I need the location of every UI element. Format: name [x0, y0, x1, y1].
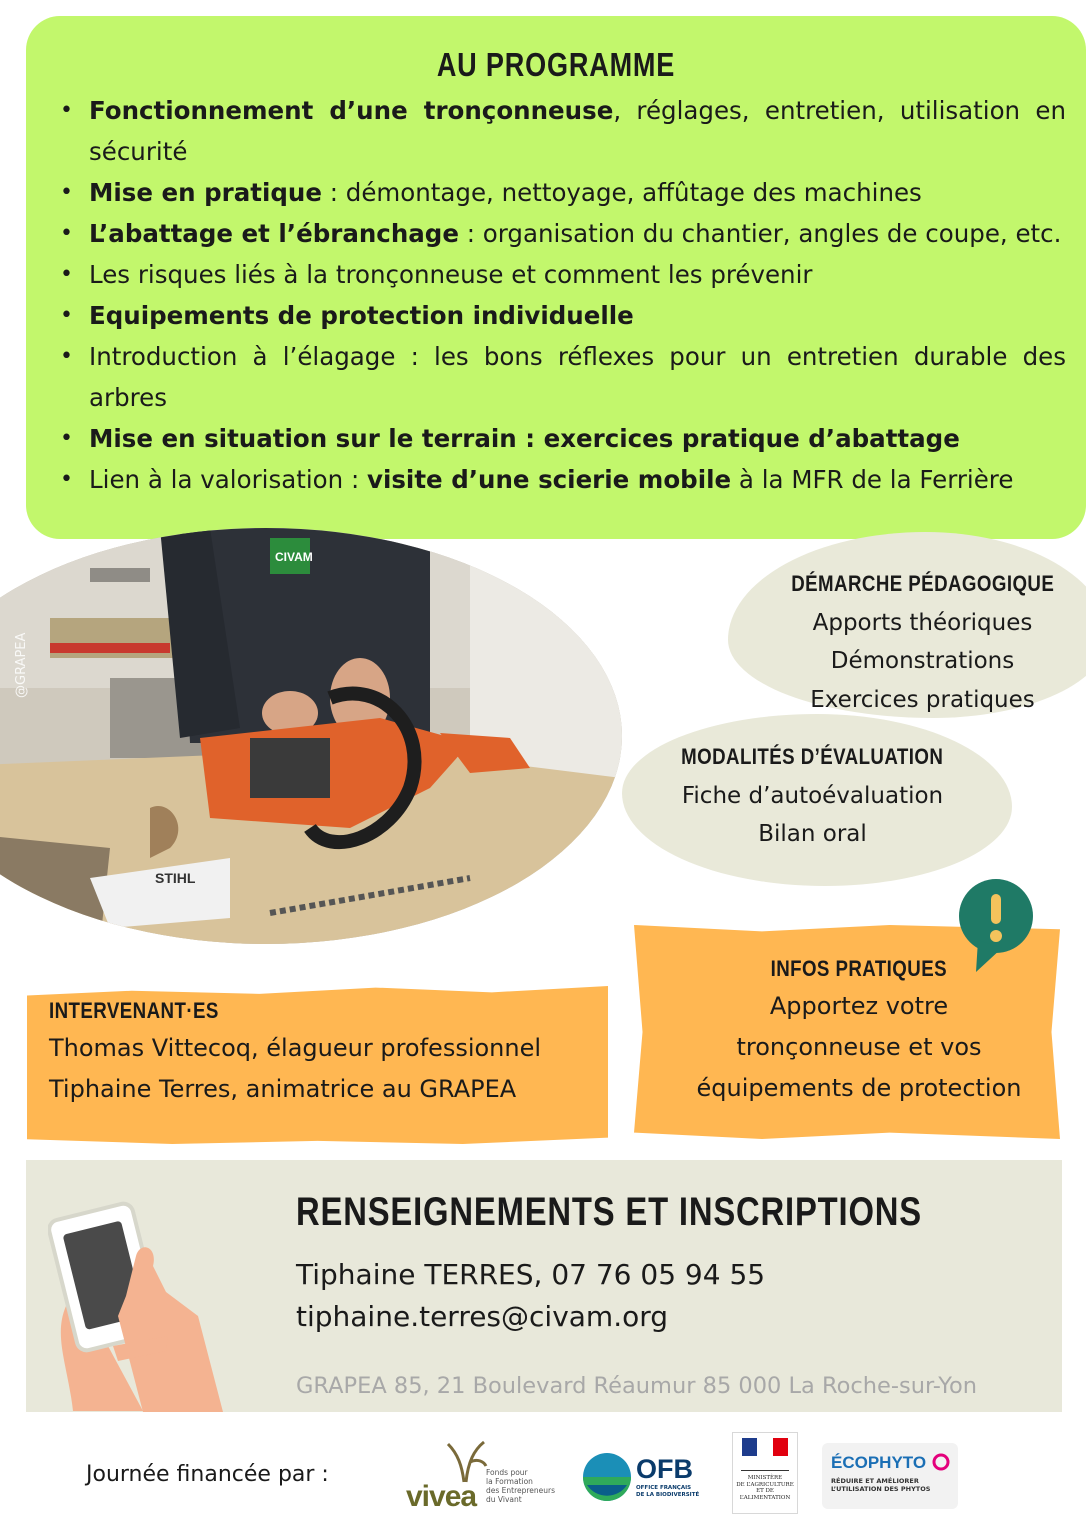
funding-label: Journée financée par : — [86, 1462, 329, 1487]
contact-phone[interactable]: Tiphaine TERRES, 07 76 05 94 55 — [296, 1258, 766, 1291]
ministere-logo — [732, 1432, 798, 1514]
pedagogie-line: Exercices pratiques — [810, 686, 1035, 713]
vivea-wordmark: vivea — [406, 1480, 477, 1513]
grapea-watermark: @GRAPEA — [14, 632, 29, 698]
programme-item: • Les risques liés à la tronçonneuse et comment les prévenir — [56, 254, 1066, 295]
ofb-logo — [582, 1452, 706, 1504]
ecophyto-subtitle: RÉDUIRE ET AMÉLIORER L’UTILISATION DES PHYTOS — [831, 1477, 931, 1493]
programme-item: • Fonctionnement d’une tronçonneuse, réglages, entretien, utilisation en sécurité — [56, 90, 1066, 172]
contact-email[interactable]: tiphaine.terres@civam.org — [296, 1300, 669, 1333]
intervenant-line: Thomas Vittecoq, élagueur professionnel — [49, 1034, 542, 1062]
pedagogie-title: DÉMARCHE PÉDAGOGIQUE — [790, 571, 1055, 596]
vivea-subtitle: Fonds pour la Formation des Entrepreneurs du Vivant — [486, 1468, 556, 1504]
infos-line: tronçonneuse et vos — [736, 1033, 982, 1061]
evaluation-block — [640, 738, 985, 854]
pedagogie-line: Démonstrations — [830, 648, 1015, 674]
vivea-leaf-icon — [440, 1436, 490, 1484]
programme-item: • Mise en situation sur le terrain : exercices pratique d’abattage — [56, 418, 1066, 459]
programme-item: • Mise en pratique : démontage, nettoyage, affûtage des machines — [56, 172, 1066, 213]
intervenants-block — [49, 996, 609, 1110]
evaluation-line: Bilan oral — [758, 821, 867, 847]
programme-item: • Equipements de protection individuelle — [56, 295, 1066, 336]
vivea-logo — [406, 1436, 566, 1522]
ecophyto-wordmark: ÉCOPHYTO — [831, 1453, 927, 1472]
intervenants-title: INTERVENANT·ES — [49, 998, 219, 1023]
programme-list — [56, 90, 1066, 500]
pedagogie-block — [760, 565, 1085, 719]
chainsaw-workshop-illustration — [0, 528, 622, 944]
contact-title: RENSEIGNEMENTS ET INSCRIPTIONS — [296, 1190, 923, 1234]
smartphone-hand-icon — [48, 1196, 238, 1412]
programme-title: AU PROGRAMME — [436, 46, 676, 83]
contact-address: GRAPEA 85, 21 Boulevard Réaumur 85 000 La Roche-sur-Yon — [296, 1373, 977, 1399]
programme-item: • Lien à la valorisation : visite d’une scierie mobile à la MFR de la Ferrière — [56, 459, 1066, 500]
contact-section — [26, 1160, 1062, 1412]
civam-badge-label: CIVAM — [275, 550, 313, 564]
evaluation-line: Fiche d’autoévaluation — [681, 782, 944, 809]
ofb-subtitle: OFFICE FRANÇAIS DE LA BIODIVERSITÉ — [636, 1485, 700, 1498]
programme-section — [26, 16, 1086, 539]
ecophyto-swirl-icon — [932, 1453, 950, 1471]
evaluation-title: MODALITÉS D’ÉVALUATION — [681, 744, 944, 769]
infos-line: équipements de protection — [696, 1074, 1022, 1102]
ecophyto-logo — [822, 1443, 958, 1509]
stihl-label: STIHL — [155, 870, 196, 886]
pedagogie-line: Apports théoriques — [812, 609, 1033, 636]
exclamation-speech-icon — [958, 878, 1038, 974]
intervenant-line: Tiphaine Terres, animatrice au GRAPEA — [49, 1075, 517, 1103]
programme-item: • L’abattage et l’ébranchage : organisation du chantier, angles de coupe, etc. — [56, 213, 1066, 254]
ofb-globe-icon — [582, 1452, 632, 1502]
infos-title: INFOS PRATIQUES — [770, 956, 948, 981]
infos-line: Apportez votre — [769, 992, 949, 1020]
ofb-wordmark: OFB — [636, 1454, 693, 1484]
workshop-photo — [0, 528, 622, 944]
programme-item: • Introduction à l’élagage : les bons réflexes pour un entretien durable des arbres — [56, 336, 1066, 418]
infos-block — [634, 954, 1084, 1109]
marianne-flag-icon — [742, 1438, 788, 1456]
ministere-text: MINISTÈRE DE L’AGRICULTURE ET DE L’ALIMENTATION — [736, 1475, 794, 1501]
